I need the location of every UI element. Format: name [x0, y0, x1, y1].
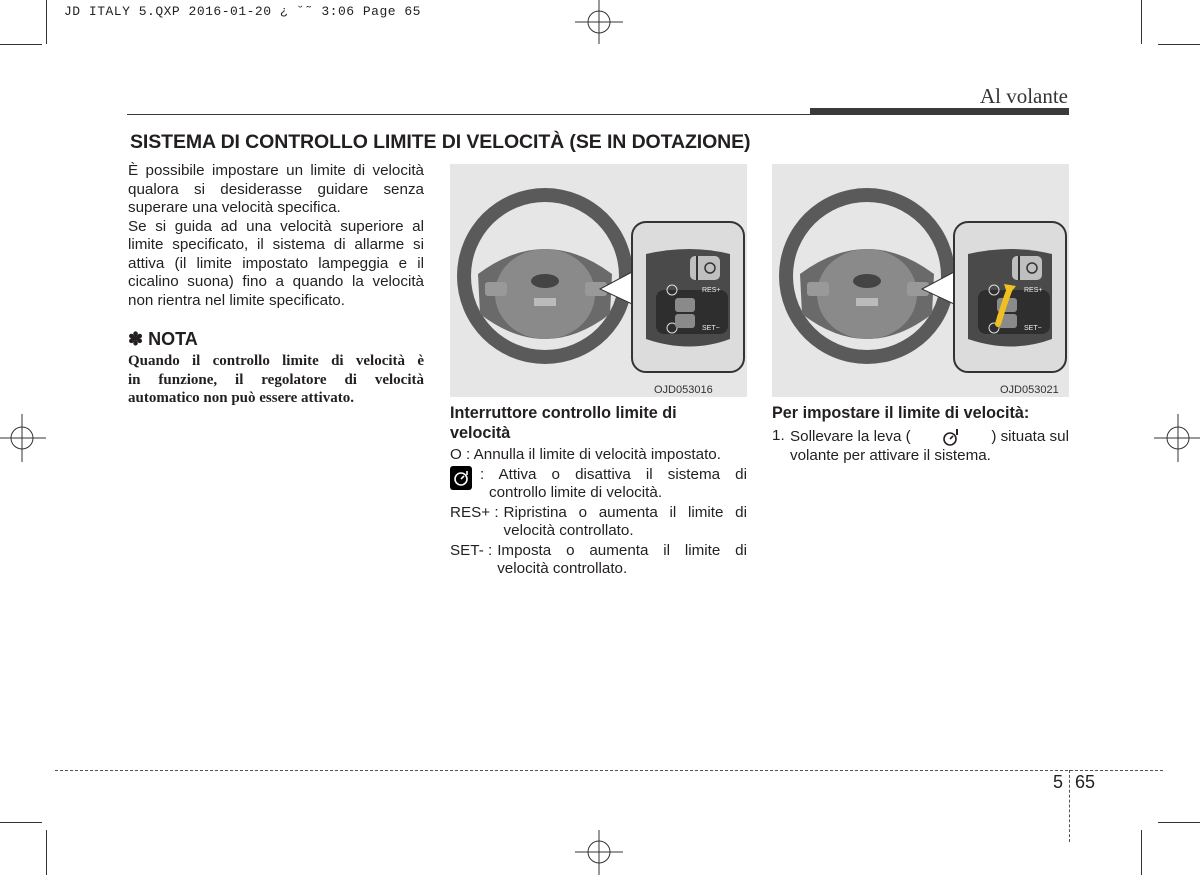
text-line: limite specificato, il sistema di allarme si — [128, 236, 424, 253]
step-1 — [772, 427, 1069, 466]
speed-limiter-lever-icon — [941, 427, 961, 447]
speed-limit-icon-item — [450, 466, 747, 503]
set-minus-label: SET− — [702, 325, 720, 332]
chapter-bar — [810, 108, 1069, 115]
crop-mark — [46, 0, 47, 44]
switch-section-title — [450, 403, 747, 443]
text-line: automatico non può essere attivato. — [128, 390, 354, 406]
text-line: volante per attivare il sistema. — [790, 447, 991, 464]
registration-mark-bottom — [573, 830, 625, 875]
set-item — [450, 542, 747, 579]
nota-title: ✽ NOTA — [128, 329, 198, 349]
section-title: SISTEMA DI CONTROLLO LIMITE DI VELOCITÀ (SE IN DOTAZIONE) — [130, 131, 751, 153]
set-minus-label: SET− — [1024, 325, 1042, 332]
nota-text — [128, 352, 424, 408]
switch-section-body — [450, 446, 747, 579]
header-rule — [127, 114, 810, 115]
text-line: cicalino suona) fino a quando la velocità — [128, 273, 424, 290]
text-line: superare una velocità specifica. — [128, 199, 341, 216]
text-line: : Attiva o disattiva il sistema di — [480, 465, 747, 483]
set-limit-title: Per impostare il limite di velocità: — [772, 404, 1030, 422]
step-number: 1. — [772, 427, 785, 444]
chapter-number: 5 — [1053, 772, 1064, 792]
steering-wheel-illustration — [772, 164, 1069, 397]
registration-mark-top — [573, 0, 625, 44]
text-line: attiva (il limite impostato lampeggia e il — [128, 254, 424, 272]
speed-limiter-icon — [450, 466, 472, 490]
text-line: ) situata sul — [991, 427, 1069, 445]
res-key: RES+ : — [450, 503, 499, 521]
crop-mark — [1158, 44, 1200, 45]
icon-description — [480, 466, 747, 503]
page-number: 65 — [1075, 772, 1096, 792]
figure-caption-2: OJD053021 — [1000, 384, 1059, 396]
footer-rule — [55, 770, 1163, 771]
print-slug: JD ITALY 5.QXP 2016-01-20 ¿ ˘˜ 3:06 Page 65 — [64, 4, 421, 19]
text-line: Quando il controllo limite di velocità è — [128, 353, 424, 369]
steering-wheel-figure-2 — [772, 164, 1069, 397]
intro-paragraph-1 — [128, 162, 424, 218]
registration-mark-right — [1154, 412, 1200, 464]
text-line: Imposta o aumenta il limite di — [497, 541, 747, 559]
res-item — [450, 504, 747, 541]
text-line: non rientra nel limite specificato. — [128, 291, 345, 309]
steering-wheel-illustration — [450, 164, 747, 397]
crop-mark — [46, 830, 47, 875]
registration-mark-left — [0, 412, 46, 464]
text-line: Ripristina o aumenta il limite di — [503, 503, 747, 521]
text-line: velocità controllato. — [503, 522, 634, 539]
page-number-divider — [1069, 770, 1070, 842]
res-plus-label: RES+ — [702, 287, 721, 294]
text-line: velocità — [450, 424, 511, 442]
text-line: controllo limite di velocità. — [489, 484, 663, 501]
text-line: Sollevare la leva ( — [790, 427, 911, 445]
steering-wheel-figure-1 — [450, 164, 747, 397]
text-line: Se si guida ad una velocità superiore al — [128, 217, 424, 235]
res-plus-label: RES+ — [1024, 287, 1043, 294]
text-line: Interruttore controllo limite di — [450, 404, 677, 422]
step-text — [790, 427, 1069, 466]
crop-mark — [0, 822, 42, 823]
res-description — [504, 504, 747, 541]
speed-limiter-glyph — [452, 469, 470, 487]
step-line — [790, 427, 1069, 447]
crop-mark — [1141, 0, 1142, 44]
set-description — [497, 542, 747, 579]
chapter-title: Al volante — [979, 84, 1068, 108]
crop-mark — [0, 44, 42, 45]
crop-mark — [1141, 830, 1142, 875]
text-line: velocità controllato. — [497, 560, 628, 577]
intro-text — [128, 162, 424, 310]
text-line: qualora si desiderasse guidare senza — [128, 180, 424, 198]
figure-caption-1: OJD053016 — [654, 384, 713, 396]
intro-paragraph-2 — [128, 218, 424, 311]
set-key: SET- : — [450, 541, 493, 559]
text-line: in funzione, il regolatore di velocità — [128, 371, 424, 388]
o-cancel-line: O : Annulla il limite di velocità impostato. — [450, 446, 721, 463]
text-line: È possibile impostare un limite di velocità — [128, 162, 424, 179]
set-limit-steps — [772, 427, 1069, 466]
crop-mark — [1158, 822, 1200, 823]
